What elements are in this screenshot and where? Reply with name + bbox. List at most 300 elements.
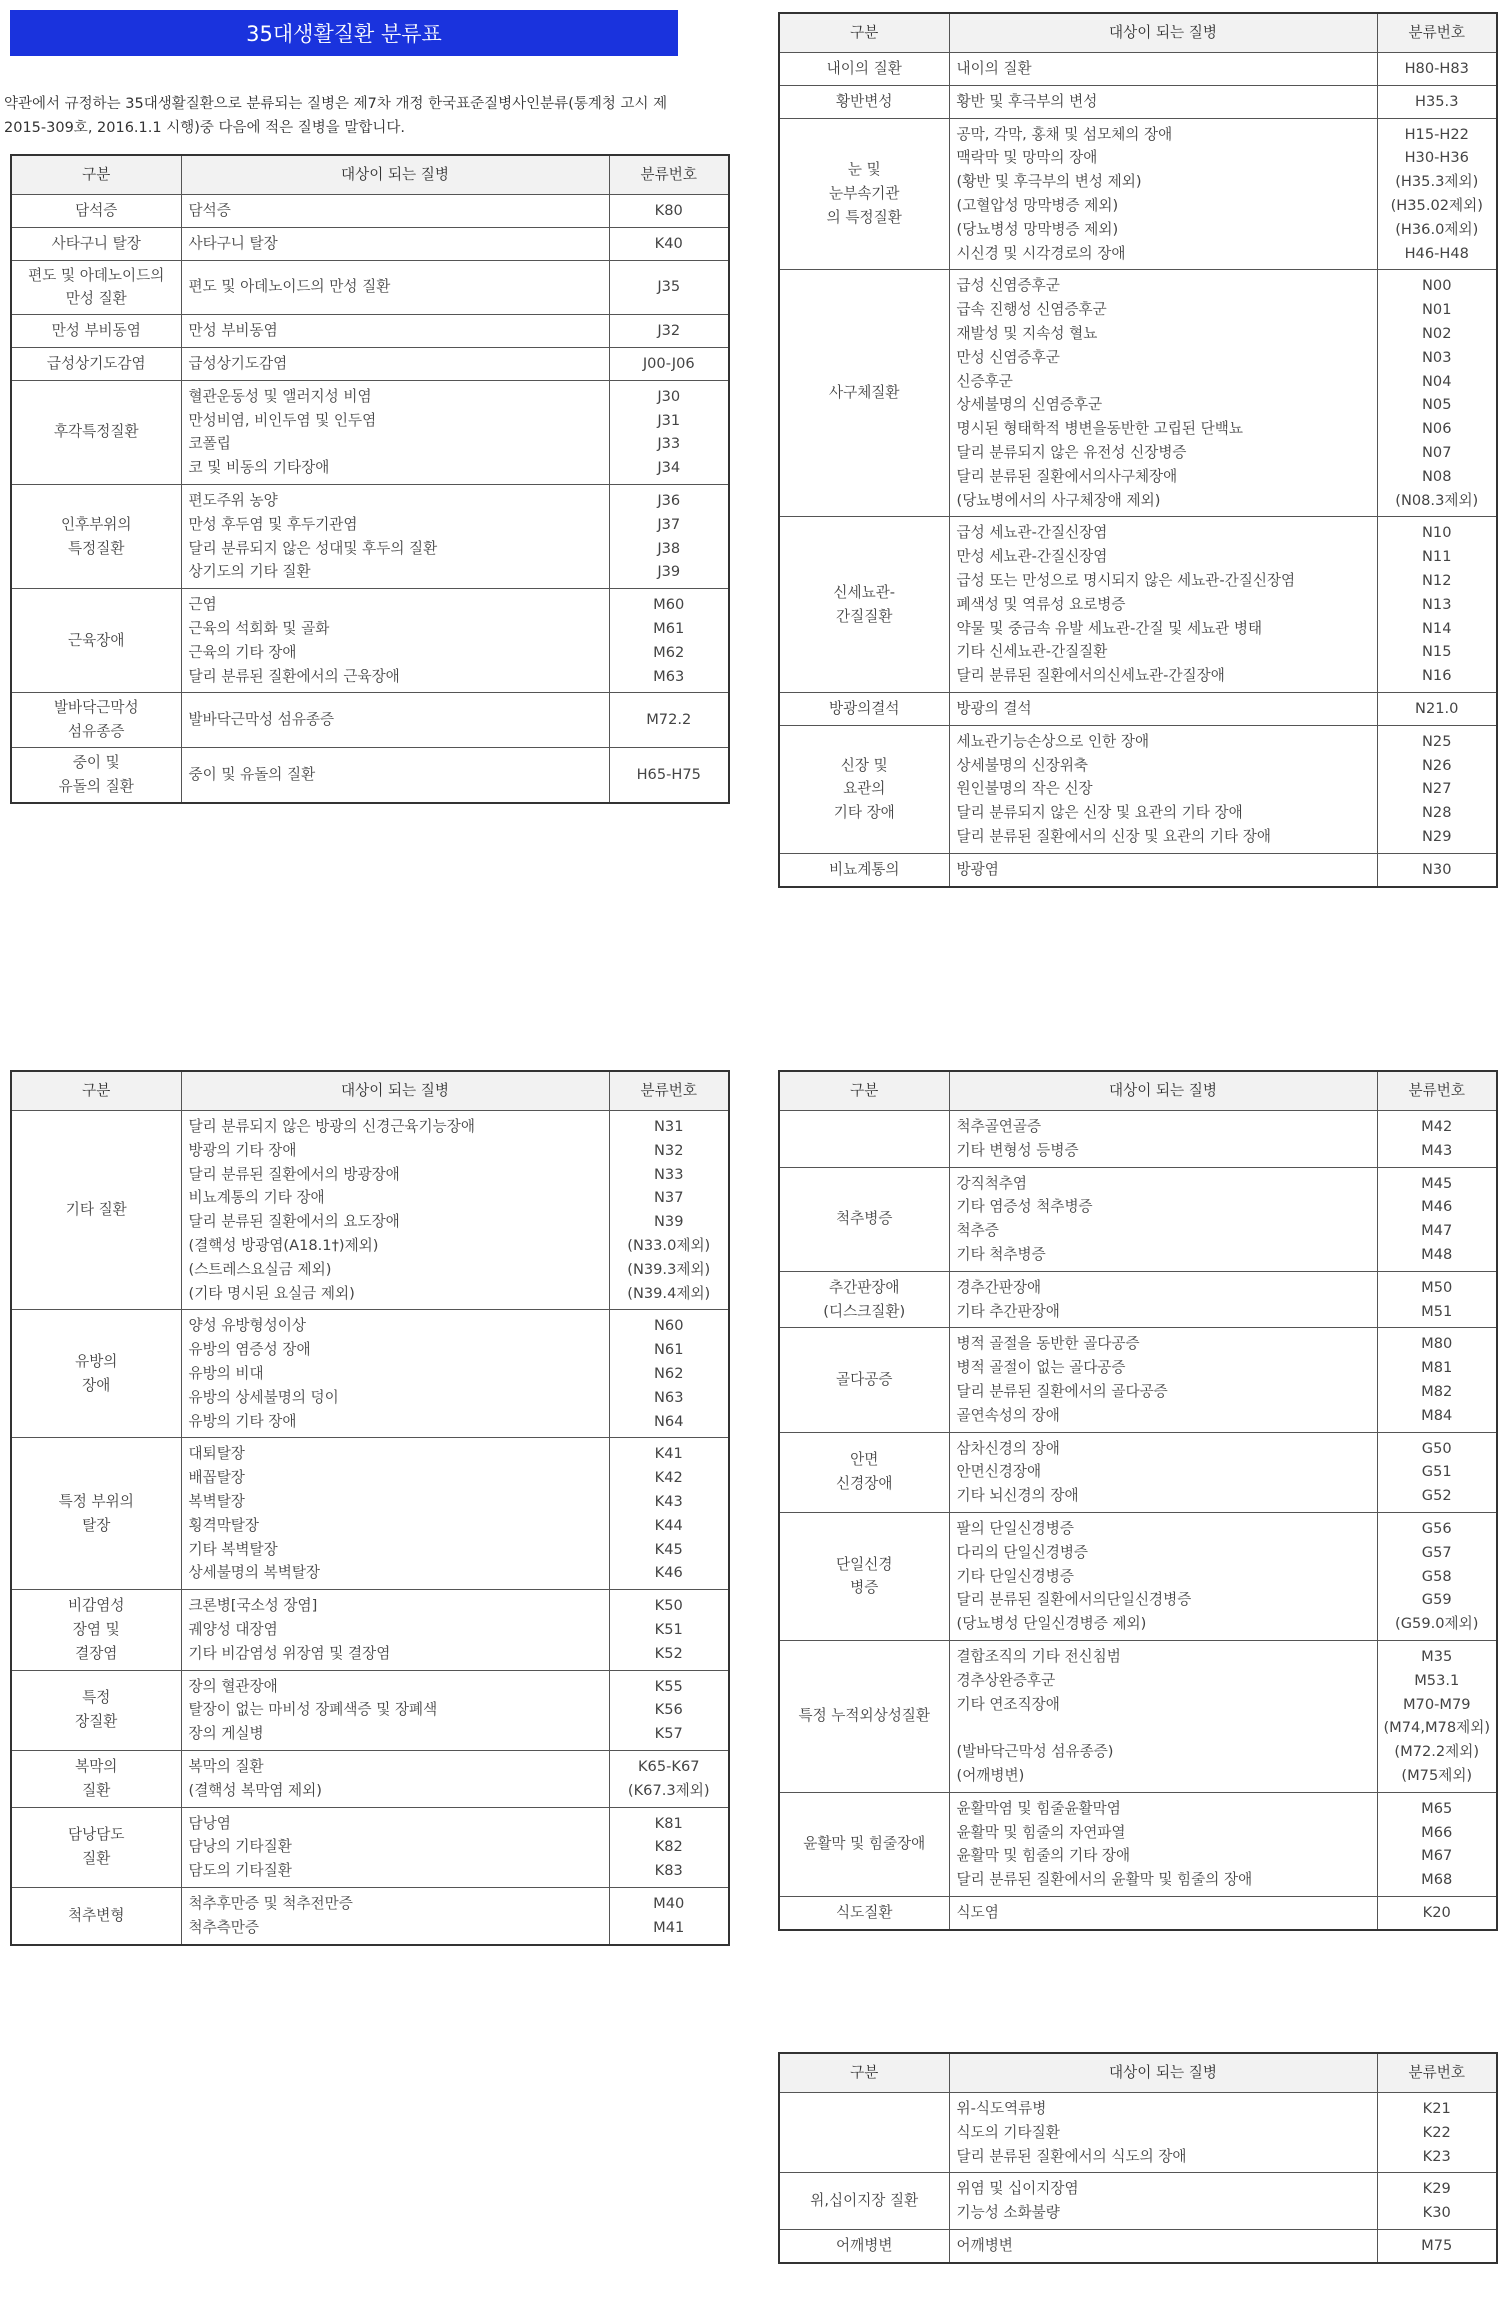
disease-line: 기타 변형성 등병증 — [956, 1141, 1079, 1159]
code-line: J32 — [657, 322, 681, 340]
category-line: 발바닥근막성 — [53, 699, 139, 717]
category-line: 만성 부비동염 — [51, 322, 141, 340]
code-line: K52 — [654, 1644, 683, 1662]
code-cell — [609, 260, 729, 315]
code-line: N33 — [654, 1165, 684, 1183]
category-cell — [779, 2173, 949, 2230]
disease-line — [957, 1716, 1370, 1740]
disease-cell — [181, 484, 609, 588]
table-row — [779, 85, 1497, 118]
disease-line: 복막의 질환 — [188, 1757, 264, 1775]
code-line: G56 — [1421, 1519, 1452, 1537]
code-line: N37 — [654, 1189, 684, 1207]
disease-line: 달리 분류된 질환에서의 신장 및 요관의 기타 장애 — [956, 827, 1271, 845]
disease-cell — [949, 2093, 1377, 2173]
code-line: N03 — [1422, 348, 1452, 366]
category-line: 섬유종증 — [68, 723, 125, 741]
disease-line: (결핵성 복막염 제외) — [188, 1781, 322, 1799]
disease-line: 방광의 기타 장애 — [188, 1141, 297, 1159]
category-cell — [779, 118, 949, 270]
category-line: 편도 및 아데노이드의 — [28, 266, 165, 284]
category-cell — [11, 589, 181, 693]
code-line: M84 — [1421, 1406, 1453, 1424]
disease-cell — [949, 1512, 1377, 1640]
category-line: 간질질환 — [836, 607, 893, 625]
disease-line: 장의 게실병 — [188, 1725, 264, 1743]
header-code: 분류번호 — [1377, 13, 1497, 53]
disease-line: 만성비염, 비인두염 및 인두염 — [188, 411, 377, 429]
classification-table-5 — [778, 2052, 1498, 2264]
category-line: 담낭담도 — [68, 1826, 125, 1844]
category-line: 어깨병변 — [836, 2236, 893, 2254]
code-cell — [1377, 2093, 1497, 2173]
code-line: N31 — [654, 1118, 684, 1135]
disease-line: 급성 또는 만성으로 명시되지 않은 세뇨관-간질신장염 — [956, 571, 1296, 589]
category-line: 척추변형 — [68, 1906, 125, 1924]
disease-line: 기타 단일신경병증 — [956, 1567, 1074, 1585]
disease-cell — [949, 1640, 1377, 1792]
category-line: 특정 — [82, 1689, 111, 1707]
category-cell — [11, 1310, 181, 1438]
code-cell — [1377, 725, 1497, 853]
category-cell — [11, 315, 181, 348]
disease-line: 방광염 — [956, 860, 999, 878]
disease-line: 담석증 — [188, 202, 231, 219]
code-line: M70-M79 — [1402, 1695, 1471, 1713]
disease-line: 윤활막 및 힘줄의 자연파열 — [956, 1823, 1126, 1841]
code-line: N28 — [1422, 804, 1452, 822]
category-cell — [11, 260, 181, 315]
disease-line: 대퇴탈장 — [188, 1445, 245, 1463]
disease-line: 기타 염증성 척추병증 — [956, 1198, 1093, 1216]
disease-line: 상기도의 기타 질환 — [188, 563, 311, 581]
code-cell — [609, 747, 729, 802]
disease-line: 근육의 기타 장애 — [188, 643, 297, 661]
code-line: N14 — [1422, 619, 1452, 637]
category-cell — [779, 1271, 949, 1328]
category-cell — [779, 725, 949, 853]
category-line: 추간판장애 — [829, 1278, 900, 1296]
category-line: 특정질환 — [68, 539, 125, 557]
header-category: 구분 — [779, 13, 949, 53]
table-row — [779, 1271, 1497, 1328]
category-line — [782, 1127, 947, 1151]
disease-cell — [949, 118, 1377, 270]
disease-line: 탈장이 없는 마비성 장폐색증 및 장폐색 — [188, 1701, 438, 1719]
code-line: K55 — [654, 1677, 683, 1695]
disease-line: 근염 — [188, 596, 217, 614]
code-line: M40 — [653, 1894, 685, 1912]
category-line: 신장 및 — [840, 756, 888, 774]
classification-table-1 — [10, 154, 730, 804]
page-title: 35대생활질환 분류표 — [10, 10, 678, 56]
table-row — [779, 1640, 1497, 1792]
category-line: 근육장애 — [68, 631, 125, 649]
code-line: (N08.3제외) — [1395, 491, 1479, 509]
disease-line: 달리 분류된 질환에서의신세뇨관-간질장애 — [956, 667, 1225, 685]
disease-line: 담도의 기타질환 — [188, 1862, 292, 1880]
disease-cell — [181, 227, 609, 260]
code-line: G51 — [1421, 1463, 1452, 1481]
table-header-row — [11, 155, 729, 195]
code-line: K46 — [654, 1564, 683, 1582]
code-cell — [609, 1310, 729, 1438]
disease-cell — [949, 1271, 1377, 1328]
code-line: M50 — [1421, 1278, 1453, 1296]
table-header-row — [779, 1071, 1497, 1111]
disease-cell — [181, 347, 609, 380]
code-cell — [1377, 692, 1497, 725]
code-line: H30-H36 — [1404, 149, 1469, 167]
header-disease: 대상이 되는 질병 — [181, 1071, 609, 1111]
disease-cell — [949, 1896, 1377, 1929]
code-cell — [1377, 53, 1497, 86]
code-line: H15-H22 — [1404, 125, 1469, 143]
category-line — [782, 2121, 947, 2145]
category-line: 사타구니 탈장 — [51, 234, 141, 252]
code-line: M68 — [1421, 1871, 1453, 1889]
code-line: J34 — [657, 459, 681, 477]
header-disease: 대상이 되는 질병 — [949, 13, 1377, 53]
disease-line: (발바닥근막성 섬유종증) — [956, 1743, 1114, 1761]
disease-line: 다리의 단일신경병증 — [956, 1543, 1089, 1561]
disease-line: 크론병[국소성 장염] — [188, 1597, 318, 1615]
disease-line: 달리 분류된 질환에서의 골다공증 — [956, 1382, 1168, 1400]
disease-line: 달리 분류되지 않은 유전성 신장병증 — [956, 443, 1187, 461]
table-row — [11, 195, 729, 228]
table-row — [779, 118, 1497, 270]
header-code: 분류번호 — [1377, 1071, 1497, 1111]
table-row — [11, 380, 729, 484]
category-cell — [11, 1750, 181, 1807]
category-line: 눈부속기관 — [829, 185, 900, 203]
code-line: M47 — [1421, 1222, 1453, 1240]
code-line: N16 — [1422, 667, 1452, 685]
category-cell — [779, 1512, 949, 1640]
code-line: (K67.3제외) — [627, 1781, 710, 1799]
disease-line: 식도의 기타질환 — [956, 2123, 1060, 2141]
header-code: 분류번호 — [609, 155, 729, 195]
code-cell — [1377, 1432, 1497, 1512]
disease-line: 근육의 석회화 및 골화 — [188, 619, 330, 637]
disease-line: 만성 세뇨관-간질신장염 — [956, 548, 1108, 566]
disease-line: 시신경 및 시각경로의 장애 — [956, 244, 1126, 262]
code-line: M41 — [653, 1918, 685, 1936]
category-cell — [11, 747, 181, 802]
category-line: 기타 장애 — [833, 804, 895, 822]
code-line: N39 — [654, 1213, 684, 1231]
code-cell — [1377, 1640, 1497, 1792]
code-line: H80-H83 — [1404, 60, 1469, 77]
code-cell — [1377, 85, 1497, 118]
disease-cell — [949, 692, 1377, 725]
disease-line: (기타 명시된 요실금 제외) — [188, 1284, 355, 1302]
disease-cell — [181, 1310, 609, 1438]
category-cell — [11, 1887, 181, 1944]
code-cell — [1377, 2173, 1497, 2230]
disease-line: 궤양성 대장염 — [188, 1620, 278, 1638]
category-cell — [779, 2093, 949, 2173]
code-line: (N39.3제외) — [627, 1260, 711, 1278]
disease-line: 재발성 및 지속성 혈뇨 — [956, 324, 1098, 342]
disease-line: 식도염 — [956, 1903, 999, 1921]
code-line: J39 — [657, 563, 681, 581]
code-line: M61 — [653, 619, 685, 637]
category-line: 사구체질환 — [829, 384, 900, 402]
disease-cell — [949, 1111, 1377, 1168]
category-line: 급성상기도감염 — [46, 354, 146, 372]
category-cell — [779, 517, 949, 693]
category-line: 인후부위의 — [61, 515, 132, 533]
table-row — [779, 1167, 1497, 1271]
category-cell — [779, 1167, 949, 1271]
category-line: 유방의 — [75, 1353, 118, 1371]
code-line: M35 — [1421, 1647, 1453, 1665]
code-cell — [609, 589, 729, 693]
disease-cell — [949, 1167, 1377, 1271]
disease-line: 만성 신염증후군 — [956, 348, 1060, 366]
disease-line: (황반 및 후극부의 변성 제외) — [956, 173, 1142, 191]
code-line: M67 — [1421, 1847, 1453, 1865]
category-line: 단일신경 — [836, 1555, 893, 1573]
disease-line: 복벽탈장 — [188, 1492, 245, 1510]
table-row — [779, 1111, 1497, 1168]
disease-cell — [181, 1590, 609, 1670]
category-line: 눈 및 — [847, 161, 881, 179]
disease-line: 경추상완증후군 — [956, 1671, 1056, 1689]
code-line: J38 — [657, 539, 681, 557]
code-cell — [609, 315, 729, 348]
disease-line: 담낭의 기타질환 — [188, 1838, 292, 1856]
category-cell — [779, 1328, 949, 1432]
disease-line: 달리 분류된 질환에서의 근육장애 — [188, 667, 400, 685]
code-line: K44 — [654, 1516, 683, 1534]
category-cell — [779, 1432, 949, 1512]
header-disease: 대상이 되는 질병 — [181, 155, 609, 195]
table-row — [779, 53, 1497, 86]
category-cell — [779, 1896, 949, 1929]
disease-line: 달리 분류된 질환에서의 윤활막 및 힘줄의 장애 — [956, 1871, 1253, 1889]
code-line: (M75제외) — [1401, 1766, 1473, 1784]
code-line: N08 — [1422, 467, 1452, 485]
code-line: K30 — [1422, 2204, 1451, 2222]
code-line: G58 — [1421, 1567, 1452, 1585]
header-disease: 대상이 되는 질병 — [949, 1071, 1377, 1111]
disease-line: 유방의 상세불명의 덩이 — [188, 1388, 339, 1406]
disease-cell — [181, 260, 609, 315]
table-row — [11, 747, 729, 802]
category-cell — [11, 1807, 181, 1887]
code-line: K43 — [654, 1492, 683, 1510]
code-cell — [1377, 1512, 1497, 1640]
code-line: J31 — [657, 411, 681, 429]
disease-line: 윤활막 및 힘줄의 기타 장애 — [956, 1847, 1131, 1865]
category-line: 특정 누적외상성질환 — [798, 1707, 931, 1725]
code-line: K82 — [654, 1838, 683, 1856]
category-line: 안면 — [850, 1451, 879, 1469]
disease-line: 달리 분류된 질환에서의사구체장애 — [956, 467, 1178, 485]
code-line: M75 — [1421, 2236, 1453, 2254]
category-cell — [11, 693, 181, 748]
code-line: N10 — [1422, 524, 1452, 542]
disease-line: 척추골연골증 — [956, 1118, 1042, 1135]
code-line: K41 — [654, 1445, 683, 1463]
code-cell — [609, 347, 729, 380]
code-cell — [1377, 1896, 1497, 1929]
code-line: (G59.0제외) — [1395, 1615, 1479, 1633]
disease-line: 기능성 소화불량 — [956, 2204, 1060, 2222]
disease-line: 윤활막염 및 힘줄윤활막염 — [956, 1799, 1121, 1817]
disease-line: 사타구니 탈장 — [188, 234, 278, 252]
category-cell — [11, 347, 181, 380]
disease-line: 내이의 질환 — [956, 60, 1032, 77]
table-row — [11, 484, 729, 588]
code-line: K80 — [654, 202, 683, 219]
disease-line: 기타 척추병증 — [956, 1245, 1046, 1263]
disease-line: 공막, 각막, 홍채 및 섬모체의 장애 — [956, 125, 1173, 143]
category-cell — [779, 692, 949, 725]
category-line: 장질환 — [75, 1713, 118, 1731]
code-line: K57 — [654, 1725, 683, 1743]
disease-line: (당뇨병에서의 사구체장애 제외) — [956, 491, 1161, 509]
disease-cell — [949, 53, 1377, 86]
code-line: K42 — [654, 1469, 683, 1487]
category-line: 질환 — [82, 1850, 111, 1868]
disease-line: 세뇨관기능손상으로 인한 장애 — [956, 732, 1150, 750]
code-line: N00 — [1422, 277, 1452, 295]
code-line: (H36.0제외) — [1395, 220, 1479, 238]
disease-line: 편도주위 농양 — [188, 491, 278, 509]
disease-line: (당뇨병성 망막병증 제외) — [956, 220, 1119, 238]
category-line: (디스크질환) — [823, 1302, 906, 1320]
code-line: N13 — [1422, 595, 1452, 613]
code-line: M62 — [653, 643, 685, 661]
disease-line: 기타 추간판장애 — [956, 1302, 1060, 1320]
disease-line: 폐색성 및 역류성 요로병증 — [956, 595, 1126, 613]
code-line: G52 — [1421, 1487, 1452, 1505]
code-line: (N33.0제외) — [627, 1236, 711, 1254]
disease-line: 기타 신세뇨관-간질질환 — [956, 643, 1108, 661]
disease-line: 명시된 형태학적 병변을동반한 고립된 단백뇨 — [956, 420, 1243, 438]
disease-line: 상세불명의 복벽탈장 — [188, 1564, 321, 1582]
code-line: (M74,M78제외) — [1383, 1719, 1491, 1737]
disease-line: 달리 분류된 질환에서의 식도의 장애 — [956, 2147, 1187, 2165]
disease-cell — [949, 2229, 1377, 2262]
category-line: 골다공증 — [836, 1371, 893, 1389]
disease-line: 골연속성의 장애 — [956, 1406, 1060, 1424]
disease-cell — [181, 589, 609, 693]
disease-line: 유방의 비대 — [188, 1364, 264, 1382]
code-cell — [1377, 1271, 1497, 1328]
disease-line: 달리 분류된 질환에서의 방광장애 — [188, 1165, 400, 1183]
disease-cell — [949, 517, 1377, 693]
category-cell — [779, 85, 949, 118]
category-cell — [11, 1438, 181, 1590]
disease-line: 달리 분류된 질환에서의 요도장애 — [188, 1213, 400, 1231]
disease-line: 배꼽탈장 — [188, 1469, 245, 1487]
code-line: N06 — [1422, 420, 1452, 438]
table-row — [11, 1750, 729, 1807]
disease-line: 위염 및 십이지장염 — [956, 2180, 1079, 2198]
code-line: N04 — [1422, 372, 1452, 390]
disease-line: 유방의 기타 장애 — [188, 1412, 297, 1430]
code-line: N26 — [1422, 756, 1452, 774]
code-line: N61 — [654, 1341, 684, 1359]
disease-line: 발바닥근막성 섬유종증 — [188, 711, 335, 729]
table-row — [11, 1590, 729, 1670]
disease-line: (스트레스요실금 제외) — [188, 1260, 332, 1278]
table-header-row — [11, 1071, 729, 1111]
table-header-row — [779, 2053, 1497, 2093]
code-line: K50 — [654, 1597, 683, 1615]
disease-line: 상세불명의 신염증후군 — [956, 396, 1103, 414]
category-line: 요관의 — [843, 780, 886, 798]
category-cell — [11, 1670, 181, 1750]
disease-line: 방광의 결석 — [956, 699, 1032, 717]
disease-line: (당뇨병성 단일신경병증 제외) — [956, 1615, 1147, 1633]
table-row — [779, 2173, 1497, 2230]
code-line: M60 — [653, 596, 685, 614]
category-line: 결장염 — [75, 1644, 118, 1662]
code-line: M51 — [1421, 1302, 1453, 1320]
disease-line: 안면신경장애 — [956, 1463, 1042, 1481]
code-line: N27 — [1422, 780, 1452, 798]
category-cell — [779, 1792, 949, 1896]
table-row — [11, 693, 729, 748]
code-line: J37 — [657, 515, 681, 533]
table-row — [779, 1328, 1497, 1432]
disease-line: 병적 골절이 없는 골다공증 — [956, 1359, 1126, 1377]
code-line: K45 — [654, 1540, 683, 1558]
code-line: N05 — [1422, 396, 1452, 414]
disease-line: 결합조직의 기타 전신침범 — [956, 1647, 1121, 1665]
disease-line: (결핵성 방광염(A18.1†)제외) — [188, 1236, 379, 1254]
code-cell — [609, 195, 729, 228]
category-line: 척추병증 — [836, 1210, 893, 1228]
code-line: J00-J06 — [642, 354, 695, 372]
table-row — [779, 517, 1497, 693]
disease-cell — [181, 747, 609, 802]
code-line: N21.0 — [1415, 699, 1459, 717]
category-line: 후각특정질환 — [53, 423, 139, 441]
code-cell — [1377, 517, 1497, 693]
table-header-row — [779, 13, 1497, 53]
disease-line: 팔의 단일신경병증 — [956, 1519, 1074, 1537]
category-line: 의 특정질환 — [826, 208, 902, 226]
disease-line: 유방의 염증성 장애 — [188, 1341, 311, 1359]
code-line: N15 — [1422, 643, 1452, 661]
disease-cell — [949, 85, 1377, 118]
disease-line: 척추증 — [956, 1222, 999, 1240]
code-line: M72.2 — [646, 711, 692, 729]
code-line: (M72.2제외) — [1394, 1743, 1480, 1761]
code-line: G57 — [1421, 1543, 1452, 1561]
intro-text: 약관에서 규정하는 35대생활질환으로 분류되는 질병은 제7차 개정 한국표준질병사인분류(통계청 고시 제2015-309호, 2016.1.1 시행)중 다음에 적은 질병을 말합니다. — [4, 96, 668, 136]
code-line: J35 — [657, 278, 681, 296]
header-code: 분류번호 — [1377, 2053, 1497, 2093]
table-row — [11, 1111, 729, 1310]
category-line: 윤활막 및 힘줄장애 — [803, 1835, 926, 1853]
category-cell — [11, 484, 181, 588]
category-line: 질환 — [82, 1781, 111, 1799]
table-row — [779, 270, 1497, 517]
disease-line: 코 및 비동의 기타장애 — [188, 459, 330, 477]
code-line: M65 — [1421, 1799, 1453, 1817]
code-cell — [1377, 1111, 1497, 1168]
code-line: N60 — [654, 1317, 684, 1335]
disease-line: 편도 및 아데노이드의 만성 질환 — [188, 278, 391, 296]
classification-table-2 — [778, 12, 1498, 888]
